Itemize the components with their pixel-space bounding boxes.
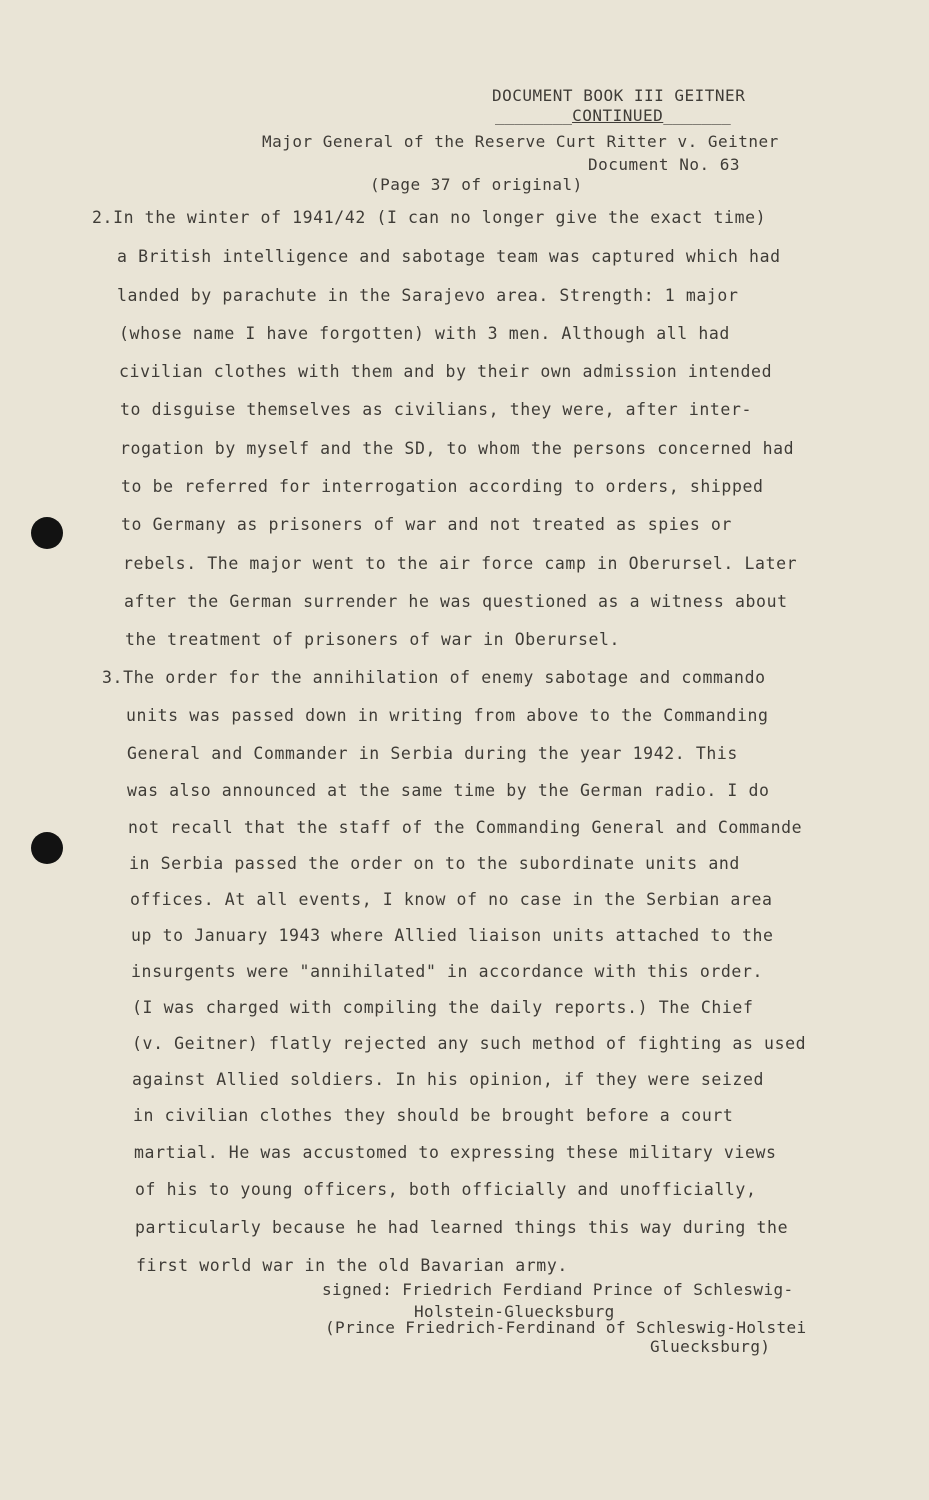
paragraph-line: (v. Geitner) flatly rejected any such method of fighting as used	[132, 1034, 807, 1053]
paragraph-line: landed by parachute in the Sarajevo area. Strength: 1 major	[117, 286, 739, 305]
paragraph-line: units was passed down in writing from above to the Commanding	[126, 706, 769, 725]
paragraph-line: in civilian clothes they should be brought before a court	[133, 1106, 734, 1125]
paragraph-line: of his to young officers, both officially and unofficially,	[135, 1180, 757, 1199]
paragraph-line: to disguise themselves as civilians, they were, after inter-	[120, 400, 753, 419]
paragraph-line: particularly because he had learned things this way during the	[135, 1218, 789, 1237]
paragraph-line: offices. At all events, I know of no case in the Serbian area	[130, 890, 773, 909]
paragraph-line: in Serbia passed the order on to the subordinate units and	[129, 854, 740, 873]
punch-hole-top	[31, 517, 63, 549]
paragraph-line: civilian clothes with them and by their own admission intended	[119, 362, 773, 381]
paragraph-line: a British intelligence and sabotage team was captured which had	[117, 247, 781, 266]
signature-line-3: (Prince Friedrich-Ferdinand of Schleswig-Holstei	[325, 1318, 807, 1337]
paragraph-line: to be referred for interrogation according to orders, shipped	[121, 477, 764, 496]
signature-line-4: Gluecksburg)	[650, 1337, 771, 1356]
paragraph-line: not recall that the staff of the Commanding General and Commande	[128, 818, 803, 837]
paragraph-line: martial. He was accustomed to expressing these military views	[134, 1143, 777, 1162]
paragraph-line: was also announced at the same time by the German radio. I do	[127, 781, 770, 800]
page-reference: (Page 37 of original)	[370, 175, 583, 194]
paragraph-line: General and Commander in Serbia during the year 1942. This	[127, 744, 738, 763]
document-number: Document No. 63	[588, 155, 740, 174]
paragraph-line: rebels. The major went to the air force camp in Oberursel. Later	[123, 554, 798, 573]
paragraph-number: 3.	[102, 668, 124, 687]
continued-text: CONTINUED	[572, 106, 664, 125]
paragraph-line: after the German surrender he was questioned as a witness about	[124, 592, 788, 611]
paragraph-number: 2.	[92, 208, 114, 227]
document-book-title: DOCUMENT BOOK III GEITNER	[492, 86, 746, 105]
paragraph-line: insurgents were "annihilated" in accordance with this order.	[131, 962, 764, 981]
document-author: Major General of the Reserve Curt Ritter v. Geitner	[262, 132, 779, 151]
continued-label: ________CONTINUED_______	[495, 106, 731, 125]
paragraph-line: against Allied soldiers. In his opinion, if they were seized	[132, 1070, 765, 1089]
paragraph-line: first world war in the old Bavarian army.	[136, 1256, 568, 1275]
paragraph-line: up to January 1943 where Allied liaison units attached to the	[131, 926, 774, 945]
paragraph-line: rogation by myself and the SD, to whom the persons concerned had	[120, 439, 795, 458]
paragraph-line: to Germany as prisoners of war and not treated as spies or	[121, 515, 732, 534]
punch-hole-bottom	[31, 832, 63, 864]
paragraph-line: 3.The order for the annihilation of enemy sabotage and commando	[102, 668, 766, 687]
paragraph-line: (I was charged with compiling the daily reports.) The Chief	[132, 998, 754, 1017]
paragraph-line: (whose name I have forgotten) with 3 men. Although all had	[119, 324, 730, 343]
signature-line-1: signed: Friedrich Ferdiand Prince of Schleswig-	[322, 1280, 794, 1299]
signature-line-2: Holstein-Gluecksburg	[414, 1302, 615, 1321]
paragraph-line: 2.In the winter of 1941/42 (I can no longer give the exact time)	[92, 208, 767, 227]
paragraph-line: the treatment of prisoners of war in Oberursel.	[125, 630, 621, 649]
